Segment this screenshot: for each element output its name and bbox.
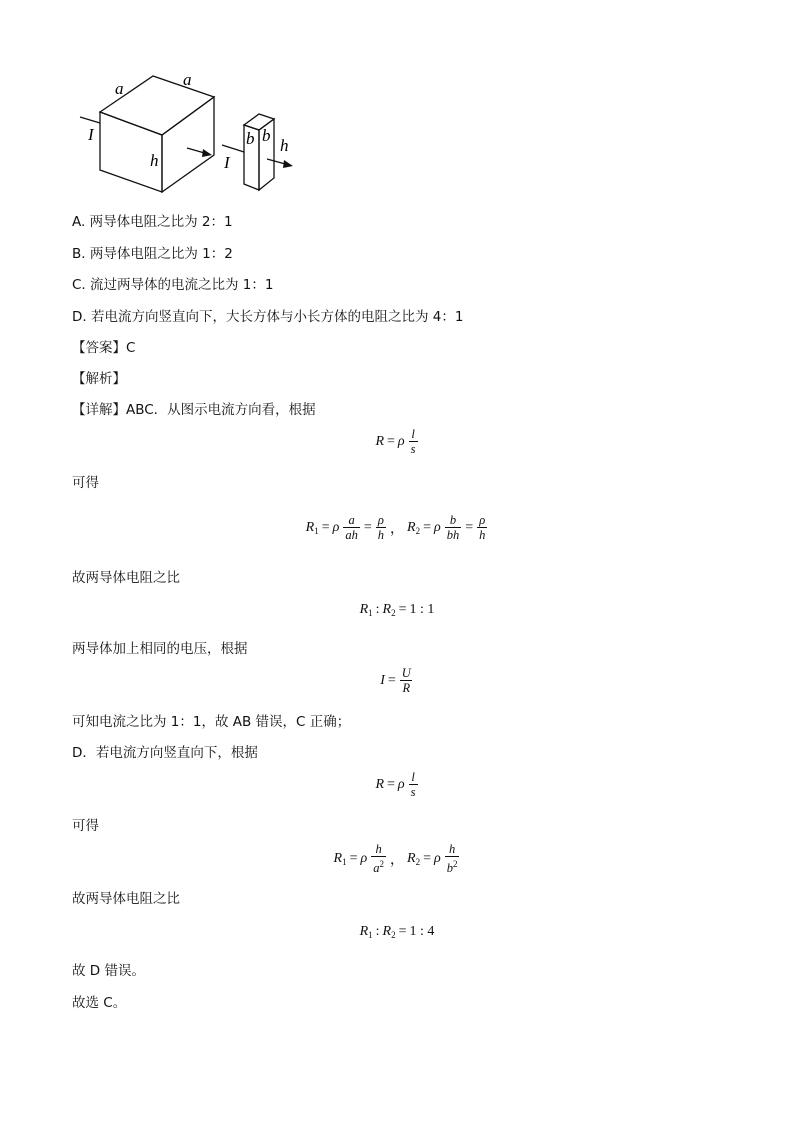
equation-4: I = $\frac{U}{R}$	[380, 666, 411, 695]
option-b: B. 两导体电阻之比为 1：2	[72, 246, 233, 262]
eq1-fraction	[409, 427, 418, 456]
figure-label-I-left: I	[88, 125, 94, 144]
eq1-rho: ρ	[397, 433, 405, 449]
eq2-fraction-2: $\frac{\rho}{h}$	[377, 513, 384, 542]
figure-label-b2: b	[262, 126, 271, 145]
conductors-figure	[74, 60, 314, 200]
final-answer: 故选 C。	[72, 995, 127, 1011]
equation-5: R = ρ $\frac{l}{s}$	[375, 770, 416, 799]
analysis-tag: 【解析】	[72, 371, 126, 387]
option-d: D. 若电流方向竖直向下，大长方体与小长方体的电阻之比为 4：1	[72, 309, 464, 325]
current-line-mid	[222, 145, 244, 152]
figure-label-h-bar: h	[280, 136, 289, 155]
keyi-1: 可得	[72, 475, 99, 491]
equation-7: $R_1$ : $R_2$ = 1 : 4	[359, 924, 435, 940]
eq2-r1: $R_1$	[305, 519, 319, 536]
voltage-text: 两导体加上相同的电压，根据	[72, 641, 248, 657]
detail-line	[72, 401, 316, 419]
ratio-intro-1: 故两导体电阻之比	[72, 570, 180, 586]
eq1-lhs: R	[375, 433, 385, 449]
figure-label-b1: b	[246, 129, 255, 148]
equation-3: $R_1$ : $R_2$ = 1 : 1	[359, 602, 435, 618]
figure-label-a-left: a	[115, 79, 124, 98]
eq2-rho-2: ρ	[433, 519, 441, 535]
d-wrong: 故 D 错误。	[72, 963, 145, 979]
answer-line	[72, 339, 135, 357]
eq5-fraction: $\frac{l}{s}$	[410, 770, 416, 799]
bar-arrowhead	[283, 160, 293, 168]
eq2-fraction-1: $\frac{a}{ah}$	[345, 513, 358, 542]
figure-label-I-mid: I	[224, 153, 230, 172]
ratio-intro-2: 故两导体电阻之比	[72, 891, 180, 907]
eq2-fraction-4: $\frac{\rho}{h}$	[479, 513, 486, 542]
eq2-equals-1: =	[321, 519, 330, 535]
eq2-equals-3: =	[423, 519, 431, 535]
eq6-fraction-2: $\frac{h}{b^2}$	[446, 842, 458, 875]
keyi-2: 可得	[72, 818, 99, 834]
equation-1	[0, 427, 794, 456]
eq2-fraction-3: $\frac{b}{bh}$	[446, 513, 460, 542]
eq7-value: 1 : 4	[409, 924, 435, 939]
option-a: A. 两导体电阻之比为 2：1	[72, 214, 233, 230]
answer-tag: 【答案】	[72, 340, 126, 356]
eq4-fraction: $\frac{U}{R}$	[401, 666, 411, 695]
conclusion-abc: 可知电流之比为 1：1，故 AB 错误，C 正确；	[72, 714, 351, 730]
eq2-rho-1: ρ	[332, 519, 340, 535]
answer-value: C	[126, 340, 136, 356]
eq1-equals: =	[387, 433, 395, 449]
figure-label-a-top: a	[183, 70, 192, 89]
option-c: C. 流过两导体的电流之比为 1：1	[72, 277, 274, 293]
d-text: D．若电流方向竖直向下，根据	[72, 745, 258, 761]
detail-text: ABC．从图示电流方向看，根据	[126, 402, 316, 418]
eq1-numerator: l	[411, 427, 415, 441]
eq2-equals-2: =	[363, 519, 372, 535]
eq6-fraction-1: $\frac{h}{a^2}$	[373, 842, 384, 875]
eq4-lhs: I	[380, 672, 385, 688]
detail-tag: 【详解】	[72, 402, 126, 418]
eq2-equals-4: =	[465, 519, 474, 535]
current-line-left	[80, 117, 100, 123]
eq3-value: 1 : 1	[409, 602, 435, 617]
cube-side-face	[162, 97, 214, 192]
cube-arrowhead	[202, 149, 212, 157]
figure-label-h-cube: h	[150, 151, 159, 170]
equation-6: $R_1$ = ρ $\frac{h}{a^2}$ ， $R_2$ = ρ $\frac{h}{b^2}$	[333, 842, 458, 875]
equation-2	[0, 513, 794, 542]
eq2-separator: ，	[390, 521, 404, 537]
eq1-denominator: s	[410, 442, 416, 456]
eq2-r2: $R_2$	[407, 519, 421, 536]
